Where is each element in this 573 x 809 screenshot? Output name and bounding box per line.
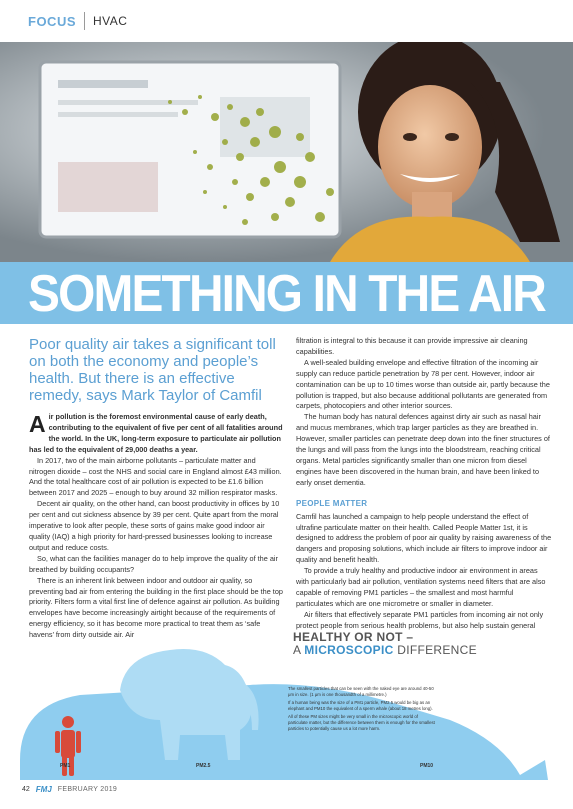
- infographic-title: HEALTHY OR NOT –: [293, 630, 414, 644]
- paragraph: In 2017, two of the main airborne pollutants – particulate matter and nitrogen dioxide – cost the NHS and social care in England almost £43 million. And the total healthcare cost of air pollution is expected to be £1.6 billion between 2017 and 2025 – enough to buy around 32 million respirator masks.: [29, 455, 282, 498]
- article-standfirst: Poor quality air takes a significant toll on both the economy and people’s health. But there is an effective remedy, says Mark Taylor of Camfil: [29, 336, 276, 404]
- subheading: PEOPLE MATTER: [296, 498, 368, 508]
- paragraph: Air filters that effectively separate PM1 particles from incoming air not only protect people from serious health problems, but also help sustain general: [296, 609, 544, 630]
- magazine-logo: FMJ: [35, 785, 52, 794]
- drop-cap: A: [29, 411, 46, 437]
- infographic: [0, 610, 573, 783]
- infographic-paragraph: If a human being was the size of a PM1 particle, PM2.5 would be big as an elephant and PM10 the equivalent of a sperm whale (about 18 metres long).: [288, 700, 433, 711]
- infographic-paragraph: All of these PM sizes might be very small in the microscopic world of particulate matter, but the difference between them is enough for the smallest particles to potentially cause us a lot more harm.: [288, 714, 435, 731]
- intro-text: ir pollution is the foremost environmental cause of early death, contributing to the equivalent of five per cent of all fatalities around the world. In the UK, long-term exposure to particulate air pollution has led to the equivalent of 29,000 deaths a year.: [29, 412, 283, 454]
- paragraph: Camfil has launched a campaign to help people understand the effect of ultrafine particulate matter on their health. Called People Matter 1st, it is designed to address the problem of poor air quality by raising awareness of the dangers and proposing solutions, which include air filters to improve indoor air quality and benefit health.: [296, 511, 552, 565]
- infographic-highlight: MICROSCOPIC: [304, 643, 394, 657]
- section-header: [28, 10, 127, 32]
- label-pm25: PM2.5: [196, 763, 211, 769]
- label-pm10: PM10: [420, 763, 434, 769]
- infographic-illustration: [0, 610, 573, 783]
- article-left-column: [29, 336, 283, 641]
- infographic-paragraph: The smallest particles that can be seen with the naked eye are around 40-50 μm in size. (1 μm is one thousandth of a millimetre.): [288, 686, 434, 697]
- label-pm1: PM1: [60, 763, 71, 769]
- article-headline: SOMETHING IN THE AIR: [28, 265, 545, 323]
- hero-image: [0, 42, 573, 262]
- page-footer: [22, 785, 117, 794]
- issue-date: FEBRUARY 2019: [57, 786, 118, 793]
- paragraph: Decent air quality, on the other hand, can boost productivity in offices by 10 per cent and cut sickness absence by 39 per cent. Quite apart from the moral imperative to look after people, these sorts of gains make good indoor air quality (IAQ) a high priority for hard-pressed businesses looking to increase output and reduce costs.: [29, 499, 280, 552]
- paragraph: To provide a truly healthy and productive indoor air environment in areas with particularly bad air pollution, ventilation systems need filters that are also capable of removing PM1 particles – the smallest and most harmful particulates which are one micrometre or smaller in diameter.: [296, 566, 546, 608]
- infographic-subtitle: A MICROSCOPIC DIFFERENCE: [293, 643, 477, 657]
- page-number: 42: [22, 786, 30, 793]
- paragraph: So, what can the facilities manager do to help improve the quality of the air breathed by building occupants?: [29, 553, 278, 574]
- infographic-text: [288, 686, 436, 734]
- article-right-column: [296, 336, 552, 632]
- paragraph: The human body has natural defences against dirty air such as nasal hair and mucus membranes, which trap larger particles as they are breathed in. However, smaller particles can penetrate deep down into the finer structures of the lungs and will pass from the lungs into the bloodstream, reaching critical organs. Metal particles significantly smaller than one micron from diesel engines have been discovered in the human brain, and have been linked to early onset dementia.: [296, 412, 550, 487]
- header-divider: [84, 12, 85, 30]
- paragraph: filtration is integral to this because it can provide impressive air cleaning capabilities.: [296, 336, 528, 356]
- topic-label: HVAC: [93, 14, 128, 28]
- paragraph: A well-sealed building envelope and effective filtration of the incoming air supply can reduce particle penetration by 78 per cent. However, indoor air contamination can be up to 10 times worse than outside air, partly because the pollution is trapped, but also because additional pollutants are generated from carpets, photocopiers and other interior sources.: [296, 357, 550, 411]
- headline-band: [0, 262, 573, 324]
- hero-illustration: [0, 42, 573, 262]
- section-label: FOCUS: [28, 13, 76, 29]
- paragraph: There is an inherent link between indoor and outdoor air quality, so preventing bad air from entering the building in the first place should be the top priority. Filters form a vital first line of defence against air pollution. As building envelopes have become increasingly airtight because of the requirements of energy efficiency, so it has become more practical to treat them as ‘safe havens’ from dirty outside air. Air: [29, 575, 283, 640]
- intro-paragraph: [29, 412, 283, 456]
